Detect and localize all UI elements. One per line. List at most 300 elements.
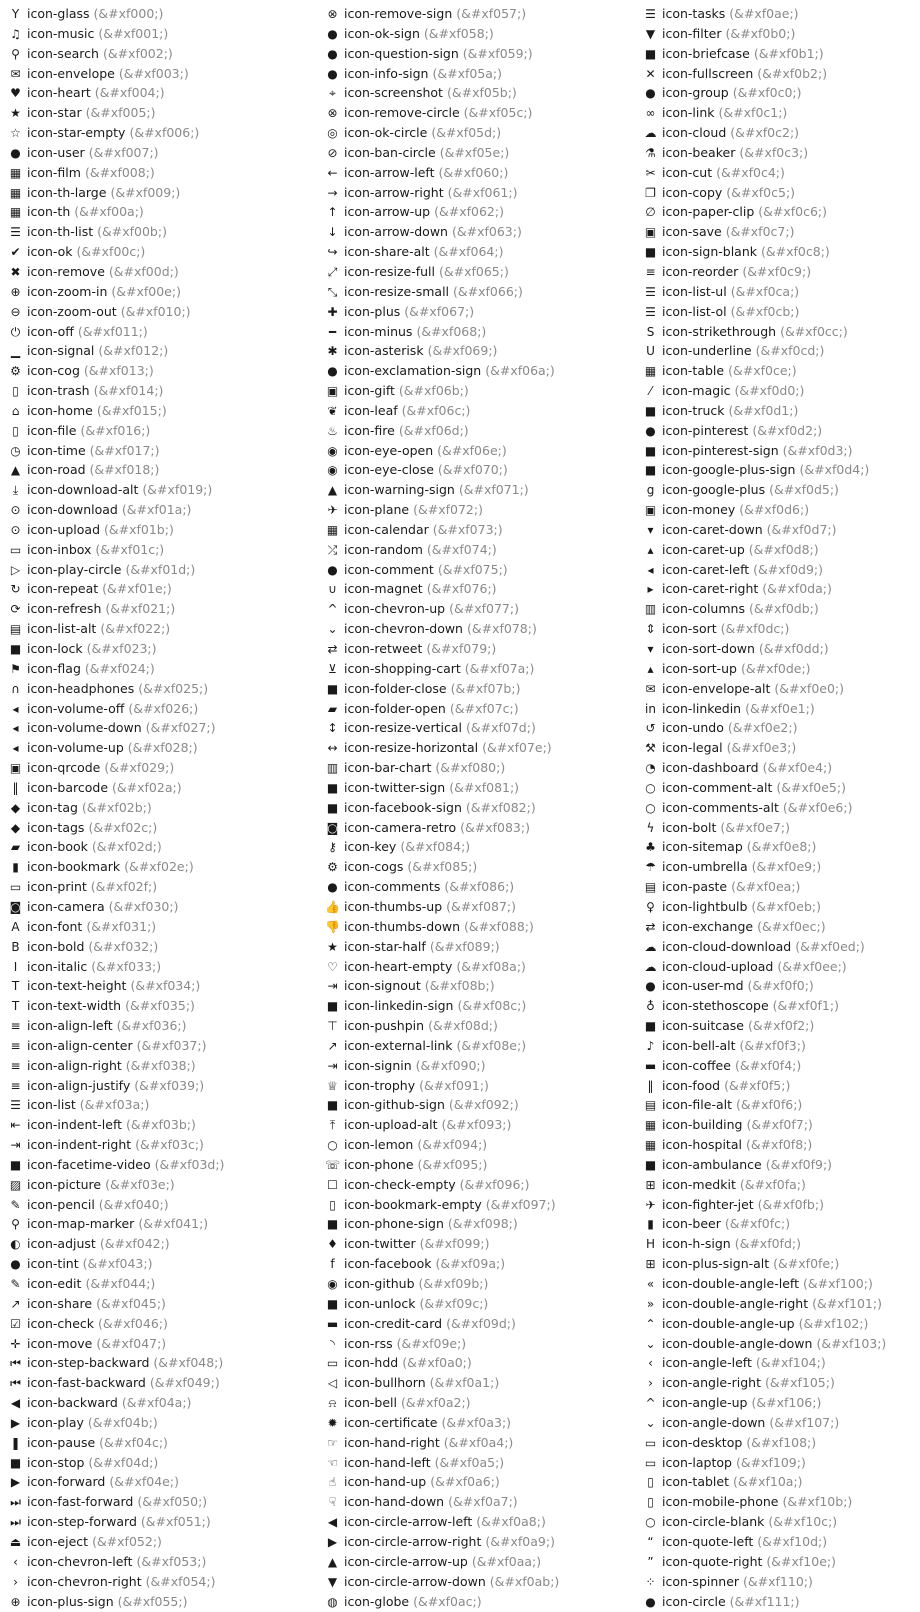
icon-unicode-code: (&#xf082;) (466, 800, 536, 815)
icon-class-name: icon-google-plus-sign (662, 462, 795, 477)
icon-unicode-code: (&#xf109;) (736, 1455, 806, 1470)
icon-entry (643, 361, 920, 381)
icon-unicode-code: (&#xf044;) (85, 1276, 155, 1291)
star-icon: ★ (8, 104, 23, 124)
cog-icon: ⚙ (8, 362, 23, 382)
tasks-icon: ☰ (643, 5, 658, 25)
tablet-icon: ▯ (643, 1473, 658, 1493)
file-alt-icon: ▤ (643, 1096, 658, 1116)
icon-class-name: icon-download-alt (27, 482, 138, 497)
icon-unicode-code: (&#xf05a;) (432, 66, 502, 81)
film-icon: ▦ (8, 164, 23, 184)
icon-class-name: icon-bookmark-empty (344, 1197, 482, 1212)
icon-unicode-code: (&#xf065;) (439, 264, 509, 279)
icon-unicode-code: (&#xf0de;) (741, 661, 811, 676)
icon-entry (8, 1254, 318, 1274)
icon-class-name: icon-gift (344, 383, 395, 398)
shopping-cart-icon: ⊻ (325, 660, 340, 680)
icon-unicode-code: (&#xf034;) (130, 978, 200, 993)
icon-unicode-code: (&#xf10e;) (766, 1554, 836, 1569)
umbrella-icon: ☂ (643, 858, 658, 878)
icon-entry (8, 1314, 318, 1334)
star-half-icon: ★ (325, 938, 340, 958)
th-icon: ▦ (8, 203, 23, 223)
flag-icon: ⚑ (8, 660, 23, 680)
off-icon: ⏻ (8, 323, 23, 343)
th-large-icon: ▦ (8, 184, 23, 204)
icon-class-name: icon-sort-up (662, 661, 737, 676)
icon-unicode-code: (&#xf054;) (146, 1574, 216, 1589)
icon-class-name: icon-group (662, 85, 729, 100)
signout-icon: ⇥ (325, 977, 340, 997)
icon-entry (8, 937, 318, 957)
icon-class-name: icon-paste (662, 879, 727, 894)
dashboard-icon: ◔ (643, 759, 658, 779)
icon-entry (643, 1076, 920, 1096)
icon-class-name: icon-time (27, 443, 86, 458)
icon-unicode-code: (&#xf006;) (129, 125, 199, 140)
icon-class-name: icon-phone-sign (344, 1216, 444, 1231)
icon-unicode-code: (&#xf0a8;) (476, 1514, 546, 1529)
icon-entry (8, 123, 318, 143)
chevron-down-icon: ⌄ (325, 620, 340, 640)
icon-unicode-code: (&#xf067;) (404, 304, 474, 319)
icon-entry (8, 957, 318, 977)
icon-class-name: icon-refresh (27, 601, 101, 616)
icon-unicode-code: (&#xf014;) (94, 383, 164, 398)
icon-entry (8, 1433, 318, 1453)
icon-entry (643, 222, 920, 242)
icon-class-name: icon-th (27, 204, 70, 219)
icon-unicode-code: (&#xf0c5;) (726, 185, 795, 200)
phone-icon: ☏ (325, 1156, 340, 1176)
icon-entry (325, 1532, 635, 1552)
icon-entry (643, 183, 920, 203)
icon-class-name: icon-envelope (27, 66, 115, 81)
icon-entry (325, 1334, 635, 1354)
icon-class-name: icon-inbox (27, 542, 91, 557)
icon-entry (643, 1512, 920, 1532)
save-icon: ▣ (643, 223, 658, 243)
icon-class-name: icon-exchange (662, 919, 753, 934)
bold-icon: B (8, 938, 23, 958)
icon-class-name: icon-plus (344, 304, 400, 319)
facetime-video-icon: ■ (8, 1156, 23, 1176)
icon-entry (643, 579, 920, 599)
icon-class-name: icon-play-circle (27, 562, 121, 577)
gift-icon: ▣ (325, 382, 340, 402)
icon-entry (643, 64, 920, 84)
icon-class-name: icon-upload-alt (344, 1117, 438, 1132)
list-icon: ☰ (8, 1096, 23, 1116)
magnet-icon: ∪ (325, 580, 340, 600)
icon-entry (8, 1353, 318, 1373)
icon-class-name: icon-minus (344, 324, 412, 339)
sort-down-icon: ▾ (643, 640, 658, 660)
icon-unicode-code: (&#xf09b;) (419, 1276, 489, 1291)
magic-icon: ⁄ (643, 382, 658, 402)
icon-unicode-code: (&#xf080;) (435, 760, 505, 775)
icon-class-name: icon-food (662, 1078, 720, 1093)
icon-entry (325, 738, 635, 758)
icon-unicode-code: (&#xf026;) (128, 701, 198, 716)
icon-unicode-code: (&#xf063;) (452, 224, 522, 239)
icon-entry (325, 282, 635, 302)
icon-entry (325, 1115, 635, 1135)
icon-class-name: icon-plus-sign (27, 1594, 114, 1609)
icon-class-name: icon-fast-forward (27, 1494, 133, 1509)
icon-entry (325, 778, 635, 798)
map-marker-icon: ⚲ (8, 1215, 23, 1235)
icon-entry (325, 699, 635, 719)
icon-class-name: icon-quote-right (662, 1554, 762, 1569)
icon-class-name: icon-copy (662, 185, 722, 200)
cloud-download-icon: ☁ (643, 938, 658, 958)
plus-sign-icon: ⊕ (8, 1593, 23, 1612)
icon-entry (643, 1314, 920, 1334)
icon-entry (325, 4, 635, 24)
icon-unicode-code: (&#xf06e;) (437, 443, 507, 458)
icon-unicode-code: (&#xf05d;) (431, 125, 501, 140)
icon-class-name: icon-eject (27, 1534, 88, 1549)
icon-unicode-code: (&#xf069;) (428, 343, 498, 358)
pushpin-icon: ⊤ (325, 1017, 340, 1037)
icon-unicode-code: (&#xf098;) (448, 1216, 518, 1231)
building-icon: ▦ (643, 1116, 658, 1136)
icon-class-name: icon-edit (27, 1276, 81, 1291)
glass-icon: Y (8, 5, 23, 25)
icon-entry (8, 143, 318, 163)
icon-unicode-code: (&#xf06a;) (485, 363, 555, 378)
chevron-up-icon: ^ (325, 600, 340, 620)
icon-unicode-code: (&#xf00a;) (74, 204, 144, 219)
icon-class-name: icon-circle-arrow-left (344, 1514, 472, 1529)
icon-entry (643, 738, 920, 758)
table-icon: ▦ (643, 362, 658, 382)
download-alt-icon: ⤓ (8, 481, 23, 501)
icon-class-name: icon-ok (27, 244, 73, 259)
icon-unicode-code: (&#xf0d4;) (799, 462, 869, 477)
icon-unicode-code: (&#xf01a;) (122, 502, 192, 517)
money-icon: ▣ (643, 501, 658, 521)
icon-class-name: icon-arrow-right (344, 185, 444, 200)
icon-entry (8, 401, 318, 421)
icon-entry (643, 1532, 920, 1552)
icon-unicode-code: (&#xf046;) (98, 1316, 168, 1331)
icon-entry (8, 1334, 318, 1354)
facebook-sign-icon: ■ (325, 799, 340, 819)
icon-unicode-code: (&#xf021;) (105, 601, 175, 616)
icon-class-name: icon-resize-horizontal (344, 740, 478, 755)
icon-unicode-code: (&#xf0a5;) (435, 1455, 505, 1470)
reorder-icon: ≡ (643, 263, 658, 283)
icon-entry (643, 83, 920, 103)
icon-class-name: icon-comment-alt (662, 780, 772, 795)
icon-unicode-code: (&#xf0cd;) (756, 343, 825, 358)
icon-entry (8, 1532, 318, 1552)
icon-class-name: icon-caret-left (662, 562, 749, 577)
icon-unicode-code: (&#xf08c;) (457, 998, 526, 1013)
volume-off-icon: ◂ (8, 700, 23, 720)
fullscreen-icon: ✕ (643, 65, 658, 85)
icon-entry (325, 1552, 635, 1572)
icon-entry (325, 1314, 635, 1334)
icon-list-column-1 (8, 4, 318, 1611)
icon-entry (643, 401, 920, 421)
icon-class-name: icon-suitcase (662, 1018, 744, 1033)
icon-class-name: icon-link (662, 105, 715, 120)
refresh-icon: ⟳ (8, 600, 23, 620)
double-angle-right-icon: » (643, 1295, 658, 1315)
icon-class-name: icon-chevron-left (27, 1554, 133, 1569)
key-icon: ⚷ (325, 838, 340, 858)
icon-entry (325, 1592, 635, 1612)
icon-unicode-code: (&#xf0c1;) (719, 105, 788, 120)
icon-entry (8, 1294, 318, 1314)
icon-class-name: icon-chevron-up (344, 601, 445, 616)
icon-unicode-code: (&#xf00c;) (77, 244, 146, 259)
icon-class-name: icon-thumbs-down (344, 919, 460, 934)
icon-unicode-code: (&#xf045;) (96, 1296, 166, 1311)
ban-circle-icon: ⊘ (325, 144, 340, 164)
remove-sign-icon: ⊗ (325, 5, 340, 25)
icon-unicode-code: (&#xf095;) (418, 1157, 488, 1172)
icon-entry (8, 64, 318, 84)
bar-chart-icon: ▥ (325, 759, 340, 779)
icon-unicode-code: (&#xf0fa;) (740, 1177, 806, 1192)
icon-unicode-code: (&#xf0e8;) (747, 839, 817, 854)
icon-entry (325, 163, 635, 183)
icon-unicode-code: (&#xf031;) (86, 919, 156, 934)
icon-class-name: icon-shopping-cart (344, 661, 461, 676)
icon-class-name: icon-resize-vertical (344, 720, 462, 735)
icon-unicode-code: (&#xf0fc;) (725, 1216, 790, 1231)
icon-unicode-code: (&#xf009;) (110, 185, 180, 200)
icon-entry (325, 500, 635, 520)
icon-class-name: icon-sitemap (662, 839, 743, 854)
repeat-icon: ↻ (8, 580, 23, 600)
arrow-down-icon: ↓ (325, 223, 340, 243)
h-sign-icon: H (643, 1235, 658, 1255)
thumbs-down-icon: 👎 (325, 918, 340, 938)
icon-class-name: icon-align-justify (27, 1078, 130, 1093)
icon-class-name: icon-cloud-download (662, 939, 791, 954)
icon-class-name: icon-pinterest (662, 423, 748, 438)
icon-entry (325, 659, 635, 679)
icon-unicode-code: (&#xf083;) (460, 820, 530, 835)
asterisk-icon: ✱ (325, 342, 340, 362)
th-list-icon: ☰ (8, 223, 23, 243)
headphones-icon: ∩ (8, 680, 23, 700)
eject-icon: ⏏ (8, 1533, 23, 1553)
bolt-icon: ϟ (643, 819, 658, 839)
icon-unicode-code: (&#xf0a3;) (442, 1415, 512, 1430)
circle-arrow-down-icon: ▼ (325, 1573, 340, 1593)
tint-icon: ● (8, 1255, 23, 1275)
icon-class-name: icon-font (27, 919, 82, 934)
icon-unicode-code: (&#xf005;) (86, 105, 156, 120)
github-icon: ◉ (325, 1275, 340, 1295)
icon-class-name: icon-ambulance (662, 1157, 762, 1172)
icon-class-name: icon-spinner (662, 1574, 739, 1589)
icon-unicode-code: (&#xf0ac;) (413, 1594, 481, 1609)
icon-class-name: icon-off (27, 324, 74, 339)
double-angle-up-icon: ⌃ (643, 1315, 658, 1335)
icon-class-name: icon-building (662, 1117, 743, 1132)
fast-forward-icon: ⏭ (8, 1493, 23, 1513)
icon-unicode-code: (&#xf07d;) (466, 720, 536, 735)
icon-unicode-code: (&#xf078;) (467, 621, 537, 636)
icon-class-name: icon-headphones (27, 681, 134, 696)
icon-entry (8, 421, 318, 441)
icon-unicode-code: (&#xf0f2;) (748, 1018, 814, 1033)
icon-class-name: icon-chevron-right (27, 1574, 142, 1589)
icon-entry (325, 302, 635, 322)
icon-entry (8, 1016, 318, 1036)
icon-entry (8, 222, 318, 242)
play-icon: ▶ (8, 1414, 23, 1434)
icon-class-name: icon-user (27, 145, 85, 160)
home-icon: ⌂ (8, 402, 23, 422)
icon-unicode-code: (&#xf0f0;) (748, 978, 814, 993)
icon-entry (8, 24, 318, 44)
icon-entry (643, 322, 920, 342)
icon-unicode-code: (&#xf00d;) (109, 264, 179, 279)
icon-class-name: icon-twitter-sign (344, 780, 445, 795)
icon-class-name: icon-check-empty (344, 1177, 456, 1192)
angle-right-icon: › (643, 1374, 658, 1394)
icon-unicode-code: (&#xf047;) (96, 1336, 166, 1351)
icon-unicode-code: (&#xf01d;) (125, 562, 195, 577)
icon-class-name: icon-resize-full (344, 264, 435, 279)
icon-class-name: icon-bullhorn (344, 1375, 426, 1390)
star-empty-icon: ☆ (8, 124, 23, 144)
icon-entry (325, 183, 635, 203)
exchange-icon: ⇄ (643, 918, 658, 938)
icon-entry (8, 1115, 318, 1135)
icon-entry (8, 202, 318, 222)
icon-unicode-code: (&#xf08a;) (456, 959, 526, 974)
external-link-icon: ↗ (325, 1037, 340, 1057)
icon-entry (643, 976, 920, 996)
icon-unicode-code: (&#xf002;) (103, 46, 173, 61)
icon-unicode-code: (&#xf055;) (118, 1594, 188, 1609)
comments-alt-icon: ○ (643, 799, 658, 819)
icon-unicode-code: (&#xf08e;) (456, 1038, 526, 1053)
icon-entry (325, 1373, 635, 1393)
icon-entry (325, 1155, 635, 1175)
icon-entry (325, 322, 635, 342)
icon-class-name: icon-reorder (662, 264, 738, 279)
icon-unicode-code: (&#xf0ae;) (729, 6, 798, 21)
icon-unicode-code: (&#xf0b2;) (757, 66, 827, 81)
icon-unicode-code: (&#xf035;) (125, 998, 195, 1013)
icon-class-name: icon-circle (662, 1594, 726, 1609)
icon-entry (8, 758, 318, 778)
align-justify-icon: ≡ (8, 1077, 23, 1097)
icon-class-name: icon-list-ol (662, 304, 727, 319)
icon-unicode-code: (&#xf015;) (97, 403, 167, 418)
lemon-icon: ○ (325, 1136, 340, 1156)
underline-icon: U (643, 342, 658, 362)
icon-entry (643, 460, 920, 480)
icon-unicode-code: (&#xf0d7;) (767, 522, 837, 537)
icon-entry (325, 401, 635, 421)
github-sign-icon: ■ (325, 1096, 340, 1116)
icon-class-name: icon-google-plus (662, 482, 765, 497)
icon-entry (325, 957, 635, 977)
icon-class-name: icon-table (662, 363, 724, 378)
resize-full-icon: ⤢ (325, 263, 340, 283)
caret-up-icon: ▴ (643, 541, 658, 561)
cut-icon: ✂ (643, 164, 658, 184)
upload-alt-icon: ⤒ (325, 1116, 340, 1136)
download-icon: ⊙ (8, 501, 23, 521)
icon-entry (8, 996, 318, 1016)
icon-class-name: icon-trophy (344, 1078, 415, 1093)
icon-unicode-code: (&#xf0f3;) (740, 1038, 806, 1053)
icon-entry (8, 619, 318, 639)
icon-entry (8, 659, 318, 679)
icon-entry (643, 619, 920, 639)
resize-horizontal-icon: ↔ (325, 739, 340, 759)
icon-entry (325, 1353, 635, 1373)
icon-entry (8, 302, 318, 322)
icon-class-name: icon-cloud-upload (662, 959, 773, 974)
icon-unicode-code: (&#xf0d3;) (783, 443, 853, 458)
icon-unicode-code: (&#xf076;) (427, 581, 497, 596)
icon-entry (325, 1393, 635, 1413)
icon-unicode-code: (&#xf019;) (142, 482, 212, 497)
icon-entry (8, 381, 318, 401)
icon-class-name: icon-circle-blank (662, 1514, 764, 1529)
link-icon: ∞ (643, 104, 658, 124)
hand-up-icon: ☝ (325, 1473, 340, 1493)
icon-unicode-code: (&#xf039;) (134, 1078, 204, 1093)
icon-class-name: icon-calendar (344, 522, 429, 537)
icon-entry (325, 1135, 635, 1155)
icon-entry (643, 897, 920, 917)
icon-entry (643, 1353, 920, 1373)
icon-class-name: icon-music (27, 26, 94, 41)
resize-vertical-icon: ↕ (325, 719, 340, 739)
icon-entry (325, 718, 635, 738)
icon-unicode-code: (&#xf01b;) (104, 522, 174, 537)
icon-entry (643, 24, 920, 44)
icon-entry (325, 897, 635, 917)
icon-entry (8, 837, 318, 857)
user-md-icon: ● (643, 977, 658, 997)
icon-unicode-code: (&#xf110;) (743, 1574, 813, 1589)
icon-class-name: icon-desktop (662, 1435, 742, 1450)
icon-unicode-code: (&#xf0d2;) (752, 423, 822, 438)
volume-down-icon: ◂ (8, 719, 23, 739)
icon-class-name: icon-text-height (27, 978, 126, 993)
icon-entry (643, 143, 920, 163)
inbox-icon: ▭ (8, 541, 23, 561)
icon-class-name: icon-facetime-video (27, 1157, 151, 1172)
heart-icon: ♥ (8, 84, 23, 104)
icon-unicode-code: (&#xf024;) (85, 661, 155, 676)
icon-class-name: icon-arrow-down (344, 224, 448, 239)
icon-entry (325, 1453, 635, 1473)
icon-class-name: icon-tags (27, 820, 84, 835)
icon-class-name: icon-undo (662, 720, 724, 735)
icon-unicode-code: (&#xf092;) (449, 1097, 519, 1112)
icon-entry (643, 1373, 920, 1393)
comment-icon: ● (325, 561, 340, 581)
icon-unicode-code: (&#xf057;) (456, 6, 526, 21)
